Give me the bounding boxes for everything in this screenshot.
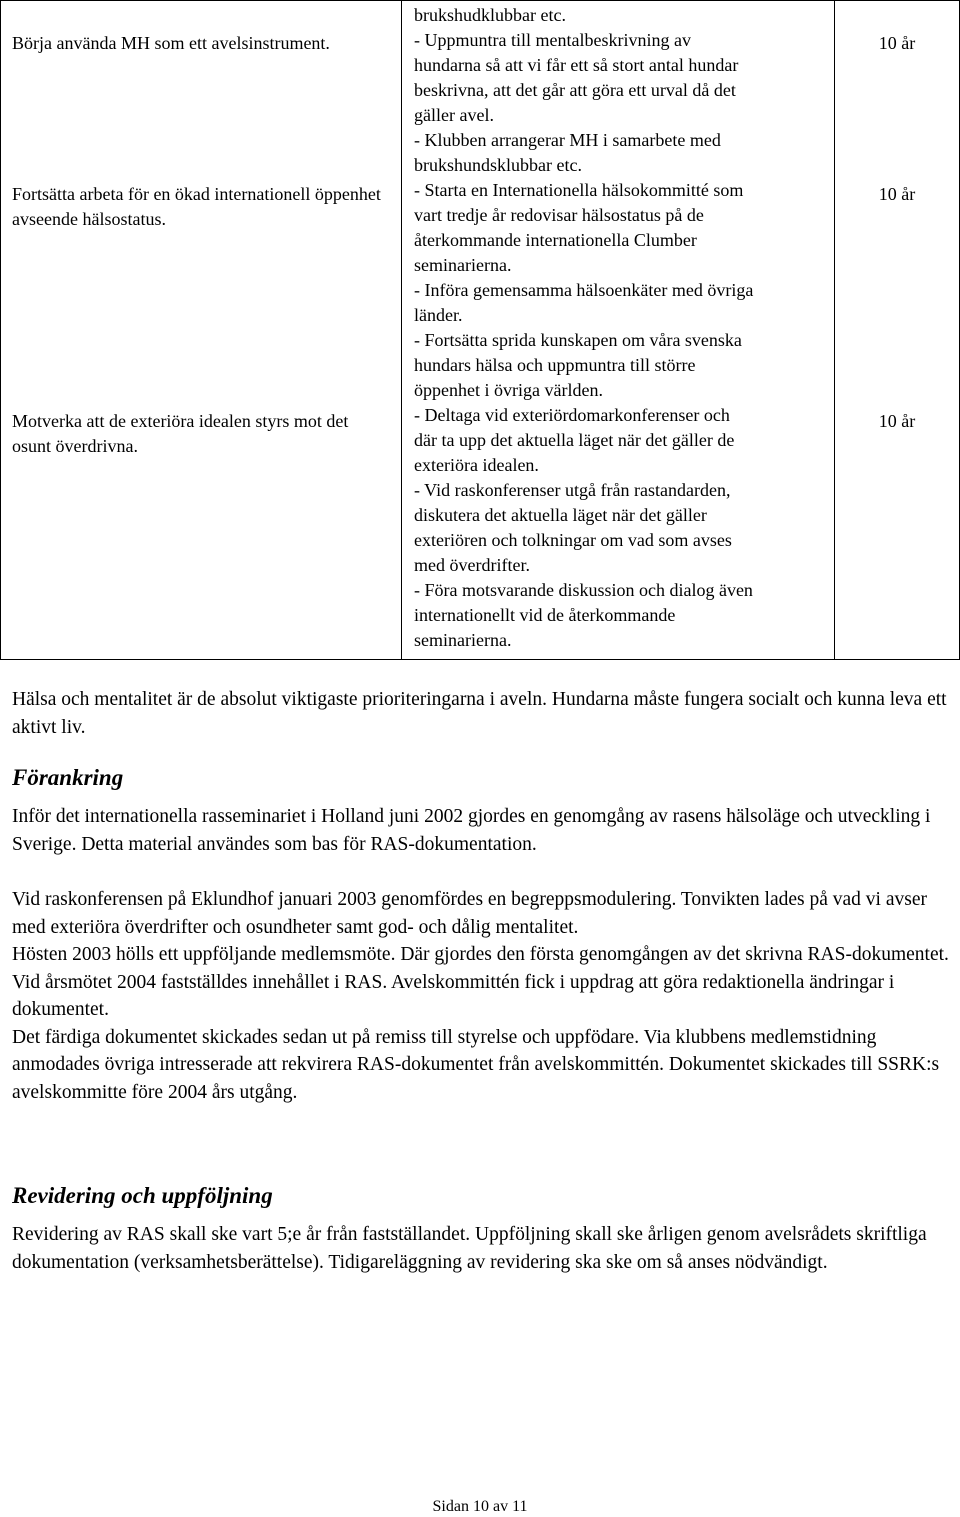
timeframe-openness: 10 år — [878, 184, 916, 204]
activity-line: öppenhet i övriga världen. — [414, 380, 603, 400]
activity-line: - Deltaga vid exteriördomarkonferenser och — [414, 405, 730, 425]
activity-line: seminarierna. — [414, 255, 512, 275]
goal-column — [1, 1, 402, 660]
activity-line: exteriören och tolkningar om vad som avses — [414, 530, 732, 550]
activity-line: - Införa gemensamma hälsoenkäter med övriga — [414, 280, 754, 300]
forankring-paragraph-2 — [12, 886, 957, 1106]
section-heading-forankring: Förankring — [12, 765, 124, 790]
activity-column — [402, 1, 835, 660]
activity-line: - Fortsätta sprida kunskapen om våra svenska — [414, 330, 742, 350]
page-footer: Sidan 10 av 11 — [432, 1498, 528, 1515]
activity-line: exteriöra idealen. — [414, 455, 539, 475]
activity-line: brukshundsklubbar etc. — [414, 155, 582, 175]
activity-line: - Klubben arrangerar MH i samarbete med — [414, 130, 721, 150]
activity-line: gäller avel. — [414, 105, 494, 125]
summary-paragraph: Hälsa och mentalitet är de absolut viktigaste prioriteringarna i aveln. Hundarna måste fungera socialt och kunna leva ett aktivt liv. — [12, 689, 947, 738]
activity-line: vart tredje år redovisar hälsostatus på de — [414, 205, 704, 225]
activity-line: hundarna så att vi får ett så stort antal hundar — [414, 55, 739, 75]
forankring-paragraph-1: Inför det internationella rasseminariet i Holland juni 2002 gjordes en genomgång av rasens hälsoläge och utveckling i Sverige. Detta material användes som bas för RAS-dokumentation. — [12, 806, 931, 855]
activity-line: brukshudklubbar etc. — [414, 5, 566, 25]
activity-line: seminarierna. — [414, 630, 512, 650]
activity-line: internationellt vid de återkommande — [414, 605, 676, 625]
activity-line: med överdrifter. — [414, 555, 530, 575]
timeframe-exterior: 10 år — [878, 411, 916, 431]
activity-line: - Uppmuntra till mentalbeskrivning av — [414, 30, 691, 50]
goals-table — [0, 0, 960, 660]
forankring-line: Vid årsmötet 2004 fastställdes innehållet i RAS. Avelskommittén fick i uppdrag att göra redaktionella ändringar i dokumentet. — [12, 971, 895, 1020]
forankring-line: Vid raskonferensen på Eklundhof januari 2003 genomfördes en begreppsmodulering. Tonvikten lades på vad vi avser med exteriöra överdrifter och osundheter samt god- och dålig mentalitet. — [12, 889, 927, 938]
activity-line: länder. — [414, 305, 463, 325]
goal-item-mh: Börja använda MH som ett avelsinstrument. — [12, 33, 330, 53]
activity-line: - Vid raskonferenser utgå från rastandarden, — [414, 480, 731, 500]
section-heading-revidering: Revidering och uppföljning — [12, 1183, 273, 1208]
activity-line: beskrivna, att det går att göra ett urval då det — [414, 80, 736, 100]
activity-line: - Starta en Internationella hälsokommitté som — [414, 180, 744, 200]
activity-line: där ta upp det aktuella läget när det gäller de — [414, 430, 735, 450]
revidering-paragraph: Revidering av RAS skall ske vart 5;e år från fastställandet. Uppföljning skall ske årligen genom avelsrådets skriftliga dokumentation (verksamhetsberättelse). Tidigareläggning av revidering ska ske om så anses nödvändigt. — [12, 1224, 927, 1273]
goal-item-openness: Fortsätta arbeta för en ökad internationell öppenhet avseende hälsostatus. — [12, 184, 381, 229]
activity-line: - Föra motsvarande diskussion och dialog även — [414, 580, 753, 600]
forankring-line: Hösten 2003 hölls ett uppföljande medlemsmöte. Där gjordes den första genomgången av det skrivna RAS-dokumentet. — [12, 944, 949, 965]
forankring-line: Det färdiga dokumentet skickades sedan ut på remiss till styrelse och uppfödare. Via klubbens medlemstidning anmodades övriga intresserade att rekvirera RAS-dokumentet från avelskommittén. Dokumentet skickades till SSRK:s avelskommitte före 2004 års utgång. — [12, 1026, 940, 1103]
activity-line: diskutera det aktuella läget när det gäller — [414, 505, 707, 525]
activity-line: hundars hälsa och uppmuntra till större — [414, 355, 696, 375]
timeframe-column — [835, 1, 960, 660]
activity-line: återkommande internationella Clumber — [414, 230, 697, 250]
goal-item-exterior: Motverka att de exteriöra idealen styrs mot det osunt överdrivna. — [12, 411, 349, 456]
timeframe-mh: 10 år — [878, 33, 916, 53]
